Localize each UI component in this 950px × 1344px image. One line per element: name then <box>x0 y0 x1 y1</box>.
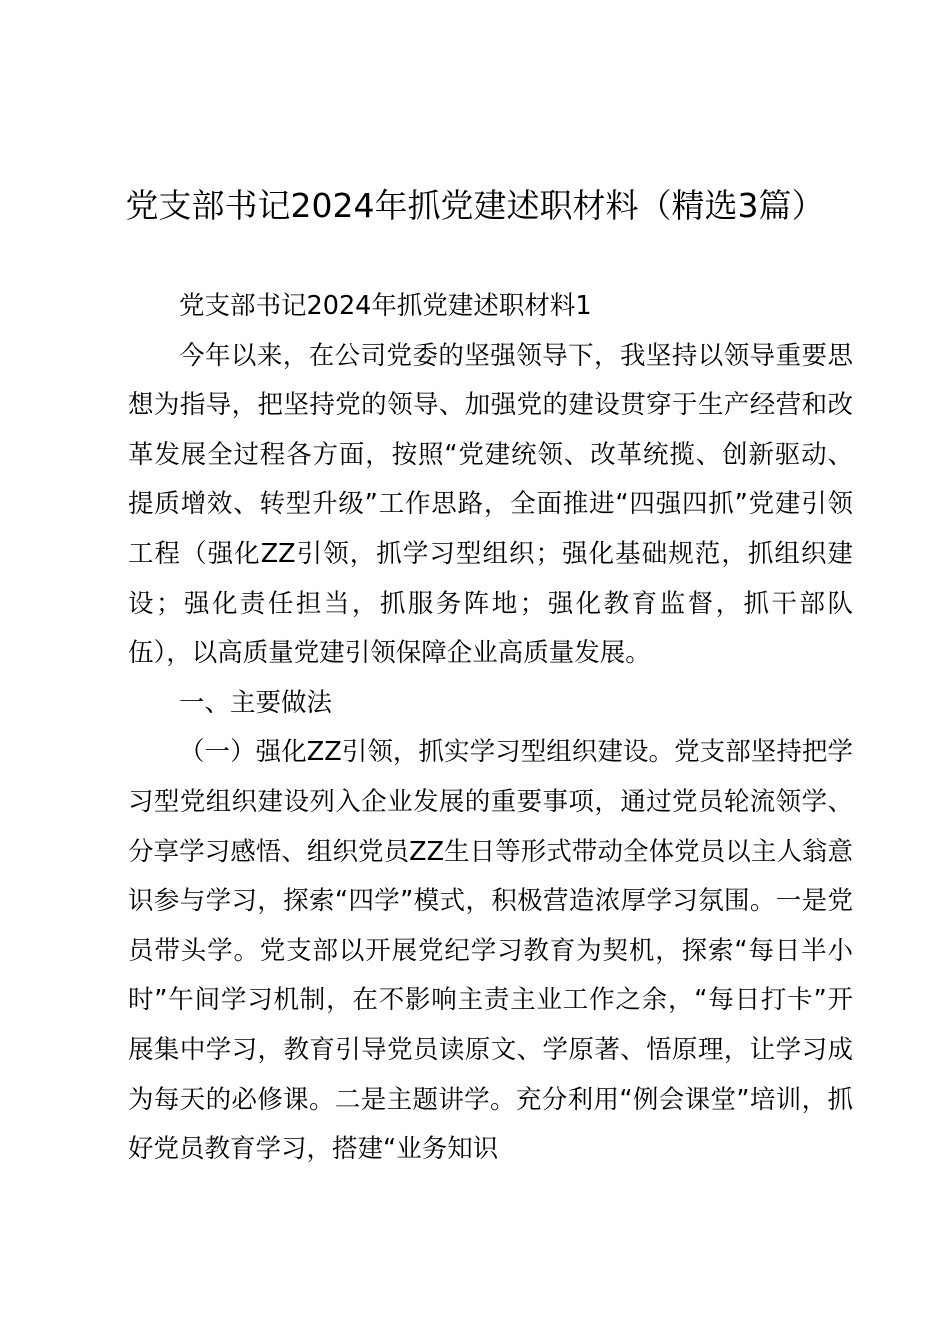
section-heading: 一、主要做法 <box>179 687 333 718</box>
document-title: 党支部书记2024年抓党建述职材料（精选3篇） <box>125 186 825 225</box>
document-subtitle: 党支部书记2024年抓党建述职材料1 <box>179 291 592 321</box>
document-body <box>128 282 853 1175</box>
paragraph-section-1: （一）强化ZZ引领，抓实学习型组织建设。党支部坚持把学习型党组织建设列入企业发展的重要事项，通过党员轮流领学、分享学习感悟、组织党员ZZ生日等形式带动全体党员以主人翁意识参与学习，探索“四学”模式，积极营造浓厚学习氛围。一是党员带头学。党支部以开展党纪学习教育为契机，探索“每日半小时”午间学习机制，在不影响主责主业工作之余，“每日打卡”开展集中学习，教育引导党员读原文、学原著、悟原理，让学习成为每天的必修课。二是主题讲学。充分利用“例会课堂”培训，抓好党员教育学习，搭建“业务知识 <box>128 737 853 1165</box>
paragraph-intro: 今年以来，在公司党委的坚强领导下，我坚持以领导重要思想为指导，把坚持党的领导、加强党的建设贯穿于生产经营和改革发展全过程各方面，按照“党建统领、改革统揽、创新驱动、提质增效、转型升级”工作思路，全面推进“四强四抓”党建引领工程（强化ZZ引领，抓学习型组织；强化基础规范，抓组织建设；强化责任担当，抓服务阵地；强化教育监督，抓干部队伍），以高质量党建引领保障企业高质量发展。 <box>128 340 853 669</box>
